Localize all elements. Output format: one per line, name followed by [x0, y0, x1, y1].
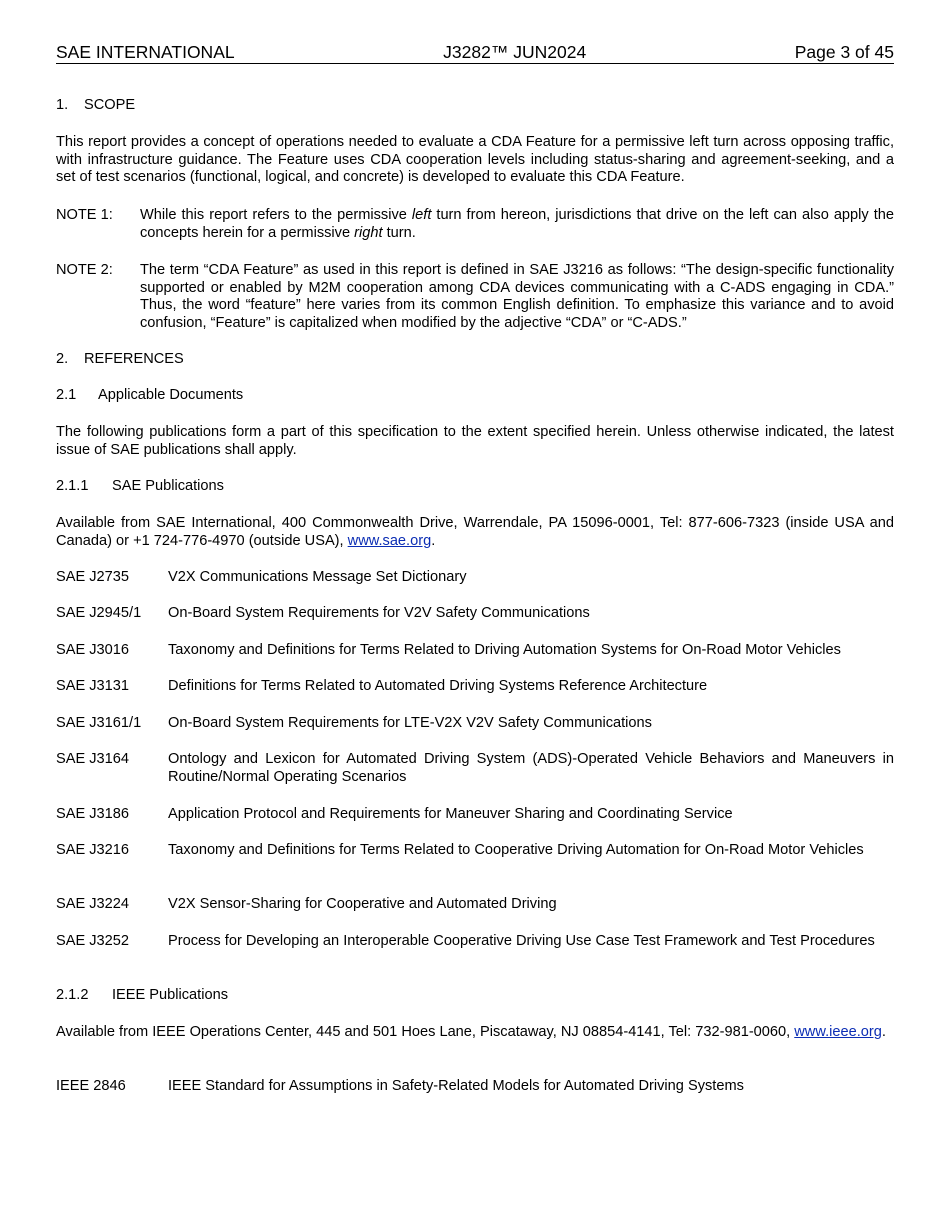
- note-1: [56, 207, 894, 242]
- reference-item-ieee-2846: [56, 1078, 894, 1096]
- section-title: SCOPE: [84, 97, 136, 113]
- header-doc-id: J3282™ JUN2024: [443, 42, 587, 62]
- subsection-number: 2.1: [56, 387, 77, 403]
- reference-code: SAE J2735: [56, 569, 130, 585]
- reference-title: Application Protocol and Requirements for Maneuver Sharing and Coordinating Service: [168, 806, 733, 822]
- reference-title: On-Board System Requirements for LTE-V2X V2V Safety Communications: [168, 715, 652, 731]
- sae-availability-paragraph: Available from SAE International, 400 Commonwealth Drive, Warrendale, PA 15096-0001, Tel: 877-606-7323 (inside USA and Canada) or +1 724-776-4970 (outside USA), www.sae.org.: [56, 515, 894, 549]
- header-org: SAE INTERNATIONAL: [56, 42, 235, 62]
- applicable-paragraph: The following publications form a part of this specification to the extent specified herein. Unless otherwise indicated, the latest issue of SAE publications shall apply.: [56, 424, 894, 458]
- reference-title: IEEE Standard for Assumptions in Safety-Related Models for Automated Driving Systems: [168, 1078, 744, 1094]
- reference-code: SAE J3186: [56, 806, 130, 822]
- section-number: 2.: [56, 351, 69, 367]
- reference-title: Taxonomy and Definitions for Terms Related to Cooperative Driving Automation for On-Road Motor Vehicles: [168, 842, 864, 858]
- note-2: [56, 262, 894, 332]
- reference-title: Definitions for Terms Related to Automated Driving Systems Reference Architecture: [168, 678, 708, 694]
- reference-item-sae-j2945-1: [56, 605, 894, 623]
- subsection-applicable-heading: [56, 387, 894, 405]
- reference-code: SAE J3216: [56, 842, 130, 858]
- reference-code: SAE J3131: [56, 678, 130, 694]
- reference-item-sae-j2735: [56, 569, 894, 587]
- header-page-number: Page 3 of 45: [794, 42, 894, 62]
- subsection-ieee-heading: [56, 987, 894, 1005]
- note-text: While this report refers to the permissive left turn from hereon, jurisdictions that drive on the left can also apply the concepts herein for a permissive right turn.: [140, 207, 895, 241]
- section-references-heading: [56, 351, 894, 369]
- ieee-availability-paragraph: Available from IEEE Operations Center, 445 and 501 Hoes Lane, Piscataway, NJ 08854-4141, Tel: 732-981-0060, www.ieee.org.: [56, 1024, 886, 1040]
- reference-title: Process for Developing an Interoperable Cooperative Driving Use Case Test Framework and Test Procedures: [168, 933, 875, 949]
- note-label: NOTE 2:: [56, 262, 113, 278]
- reference-item-sae-j3186: [56, 806, 894, 824]
- scope-paragraph: This report provides a concept of operations needed to evaluate a CDA Feature for a permissive left turn across opposing traffic, with infrastructure guidance. The Feature uses CDA cooperation levels including status-sharing and agreement-seeking, and a set of test scenarios (functional, logical, and concrete) is developed to evaluate this CDA Feature.: [56, 134, 894, 185]
- reference-code: SAE J3016: [56, 642, 130, 658]
- reference-item-sae-j3252: [56, 933, 894, 951]
- sae-website-link[interactable]: www.sae.org: [347, 532, 432, 549]
- section-scope-heading: [56, 97, 894, 115]
- section-title: REFERENCES: [84, 351, 184, 367]
- subsection-number: 2.1.1: [56, 478, 89, 494]
- subsection-title: IEEE Publications: [112, 987, 229, 1003]
- reference-item-sae-j3216: [56, 842, 894, 860]
- reference-title: Ontology and Lexicon for Automated Driving System (ADS)-Operated Vehicle Behaviors and Maneuvers in Routine/Normal Operating Scenarios: [168, 751, 894, 785]
- note-label: NOTE 1:: [56, 207, 113, 223]
- reference-code: SAE J3161/1: [56, 715, 142, 731]
- reference-title: V2X Sensor-Sharing for Cooperative and Automated Driving: [168, 896, 557, 912]
- reference-code: SAE J3164: [56, 751, 130, 767]
- reference-item-sae-j3164: [56, 751, 894, 786]
- reference-item-sae-j3016: [56, 642, 894, 660]
- section-number: 1.: [56, 97, 69, 113]
- page-header: [56, 40, 894, 64]
- subsection-number: 2.1.2: [56, 987, 89, 1003]
- subsection-title: SAE Publications: [112, 478, 224, 494]
- reference-code: SAE J2945/1: [56, 605, 142, 621]
- reference-title: Taxonomy and Definitions for Terms Related to Driving Automation Systems for On-Road Motor Vehicles: [168, 642, 841, 658]
- subsection-sae-heading: [56, 478, 894, 496]
- note-emphasis-right: right: [354, 224, 383, 241]
- reference-code: SAE J3224: [56, 896, 130, 912]
- subsection-title: Applicable Documents: [98, 387, 244, 403]
- reference-title: On-Board System Requirements for V2V Safety Communications: [168, 605, 590, 621]
- ieee-website-link[interactable]: www.ieee.org: [794, 1024, 882, 1040]
- reference-item-sae-j3161-1: [56, 715, 894, 733]
- reference-item-sae-j3224: [56, 896, 894, 914]
- reference-title: V2X Communications Message Set Dictionary: [168, 569, 467, 585]
- note-text: The term “CDA Feature” as used in this report is defined in SAE J3216 as follows: “The design-specific functionality supported or enabled by M2M cooperation among CDA devices communicating with a C-ADS engaging in CDA.” Thus, the word “feature” here varies from its common English definition. To emphasize this variance and to avoid confusion, “Feature” is capitalized when modified by the adjective “CDA” or “C-ADS.”: [140, 262, 894, 331]
- document-page: [56, 40, 895, 1094]
- reference-code: SAE J3252: [56, 933, 130, 949]
- note-emphasis-left: left: [411, 207, 432, 223]
- reference-code: IEEE 2846: [56, 1078, 126, 1094]
- reference-item-sae-j3131: [56, 678, 894, 696]
